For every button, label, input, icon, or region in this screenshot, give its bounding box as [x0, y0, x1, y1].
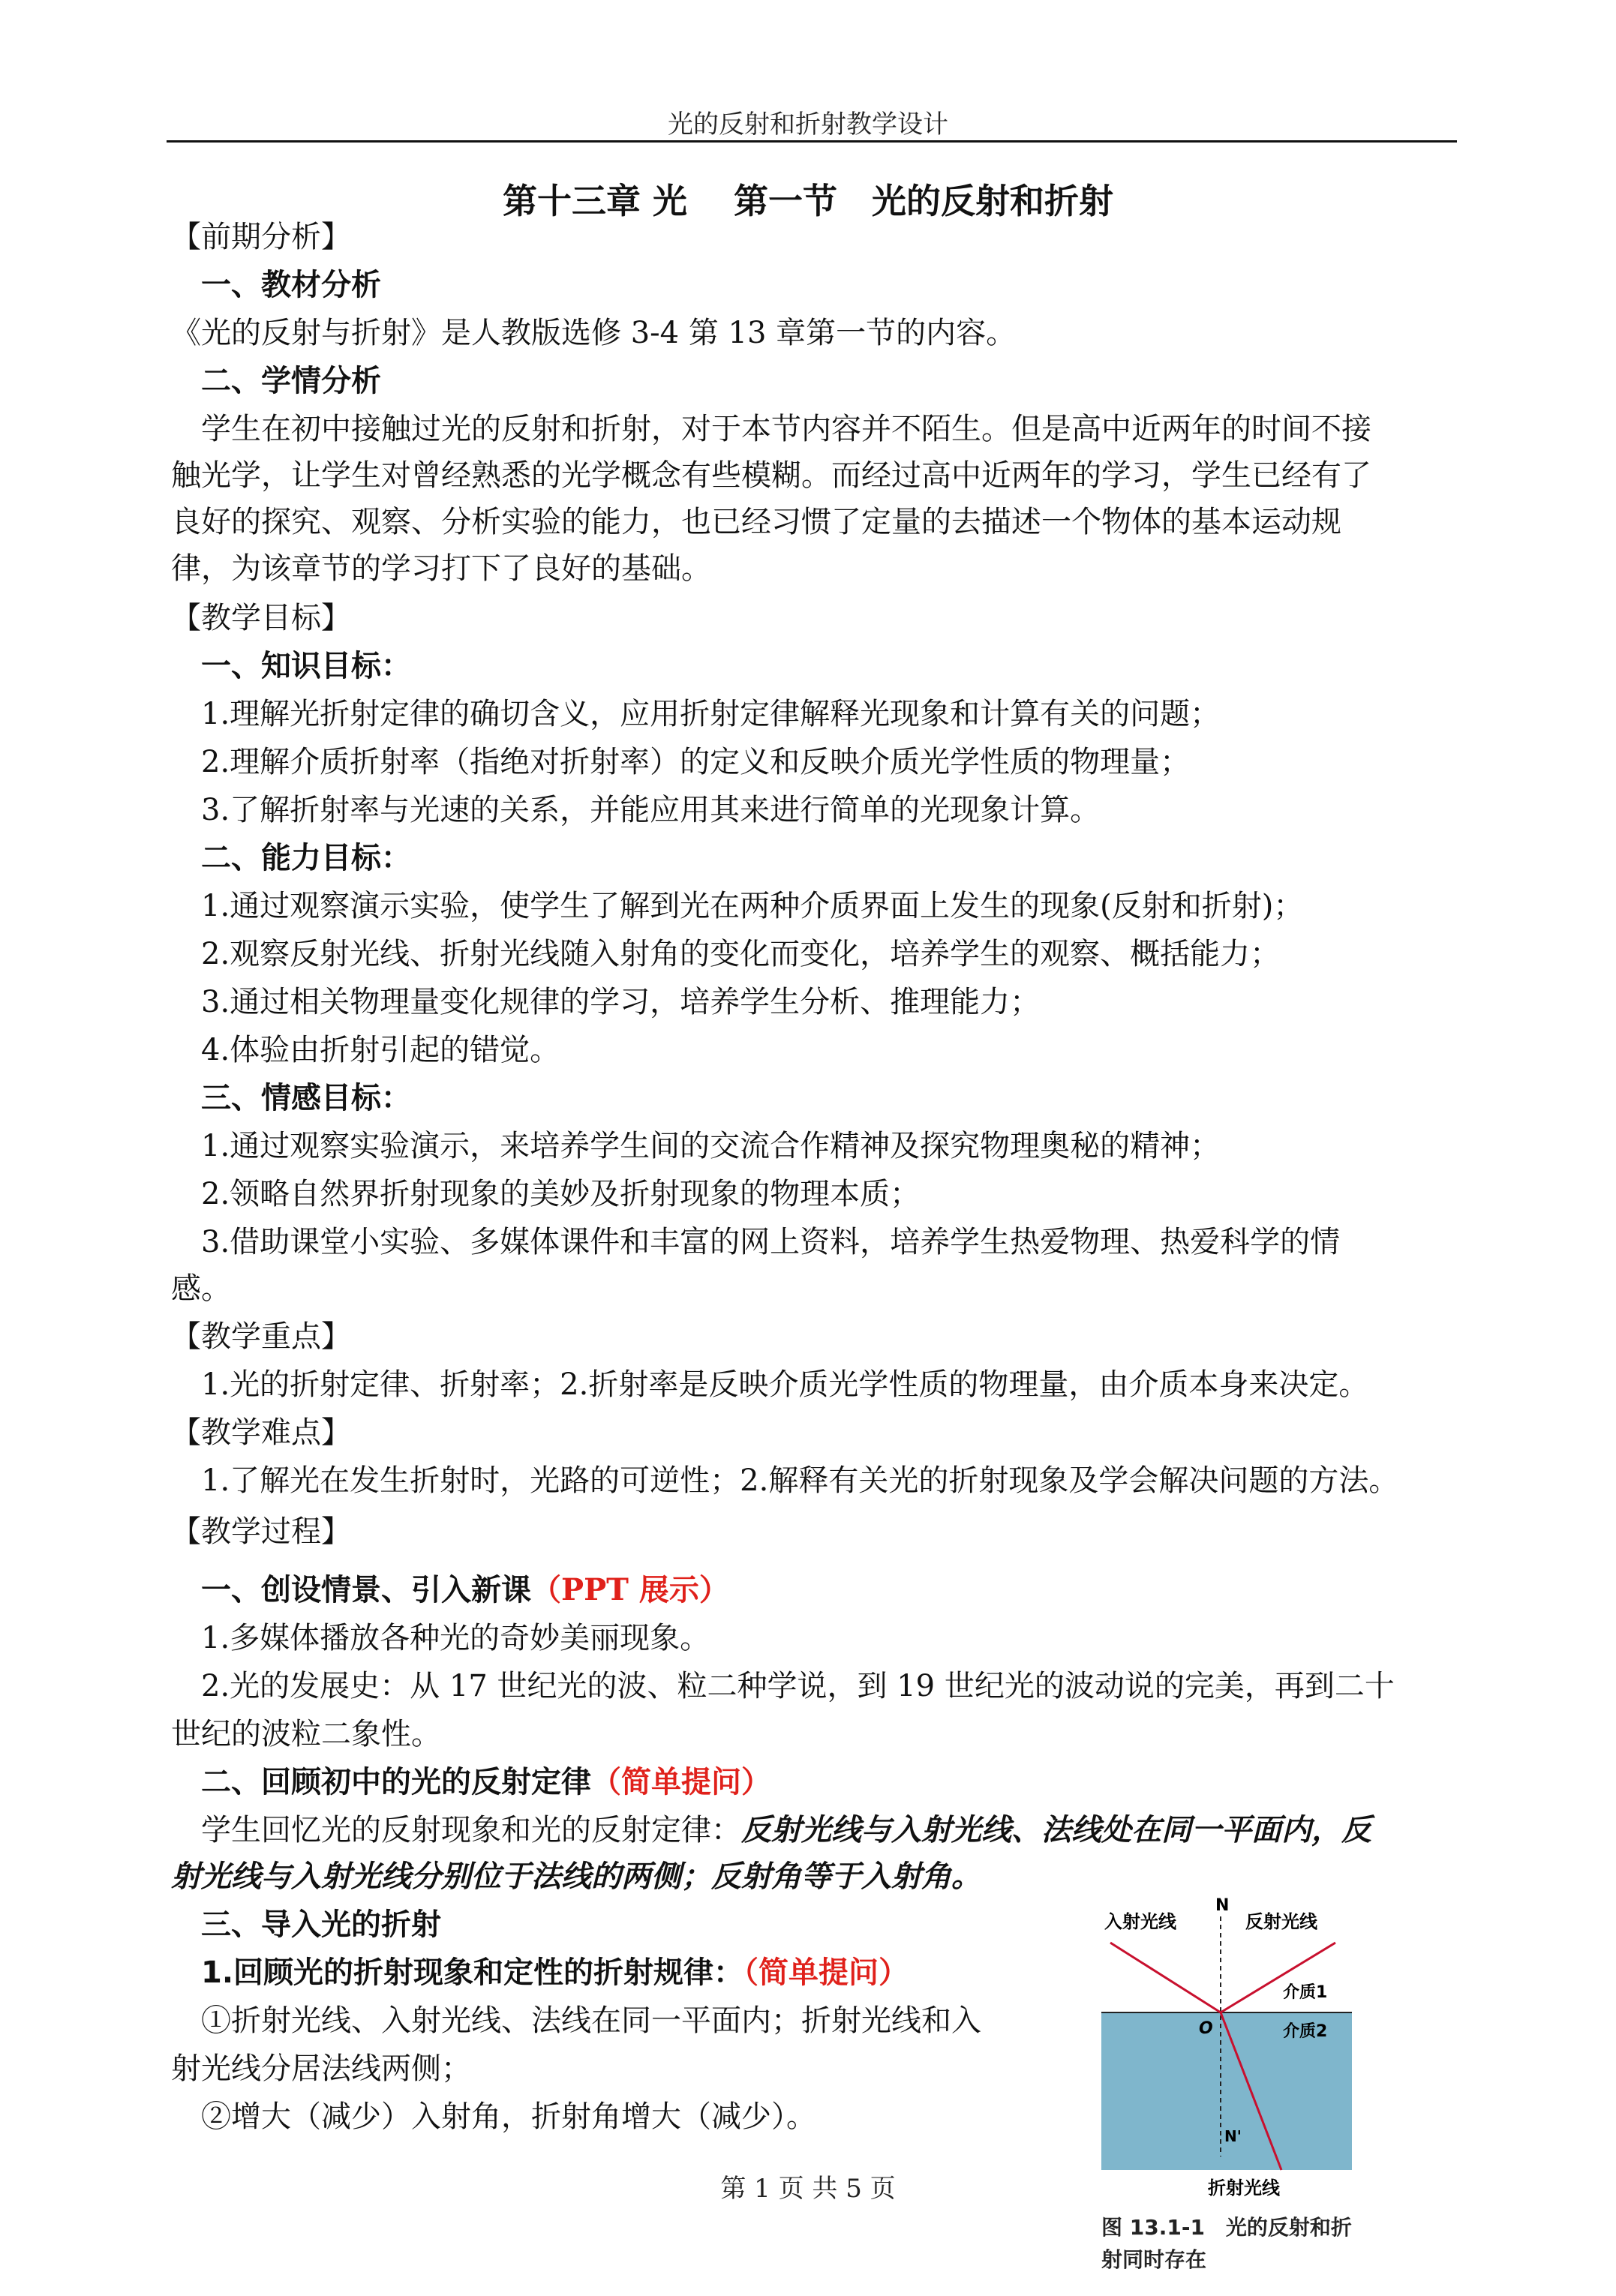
list-item: 1.通过观察实验演示，来培养学生间的交流合作精神及探究物理奥秘的精神； — [201, 1129, 1221, 1163]
question-note: （简单提问） — [743, 1955, 909, 1990]
section-heading-difficulties: 【教学难点】 — [171, 1415, 351, 1450]
label-medium1: 介质1 — [1283, 1983, 1328, 2002]
label-n: N — [1215, 1896, 1230, 1915]
list-item: ②增大（减少）入射角，折射角增大（减少）。 — [201, 2099, 816, 2134]
list-item: 1.通过观察演示实验，使学生了解到光在两种介质界面上发生的现象(反射和折射)； — [201, 889, 1304, 923]
reflection-refraction-figure — [1095, 1886, 1358, 2209]
paragraph-line: 1.了解光在发生折射时，光路的可逆性；2.解释有关光的折射现象及学会解决问题的方法。 — [201, 1463, 1399, 1498]
section-heading-objectives: 【教学目标】 — [171, 601, 351, 635]
paragraph-line: 射光线分居法线两侧； — [171, 2051, 471, 2086]
figure-caption-line: 图 13.1-1 光的反射和折 — [1101, 2215, 1352, 2240]
list-item: 2.光的发展史：从 17 世纪光的波、粒二种学说，到 19 世纪光的波动说的完美，再到二十 — [201, 1669, 1395, 1703]
paragraph-line: 1.光的折射定律、折射率；2.折射率是反映介质光学性质的物理量，由介质本身来决定。 — [201, 1367, 1369, 1402]
section-heading-process: 【教学过程】 — [171, 1514, 351, 1549]
page-header: 光的反射和折射教学设计 — [668, 110, 948, 140]
subheading-students: 二、学情分析 — [201, 364, 381, 398]
list-item: 2.理解介质折射率（指绝对折射率）的定义和反映介质光学性质的物理量； — [201, 745, 1191, 779]
label-refracted: 折射光线 — [1208, 2177, 1280, 2198]
list-item: 3.通过相关物理量变化规律的学习，培养学生分析、推理能力； — [201, 985, 1041, 1019]
list-item: 1.多媒体播放各种光的奇妙美丽现象。 — [201, 1621, 710, 1655]
document-title: 第十三章 光 第一节 光的反射和折射 — [502, 181, 1114, 221]
label-reflected: 反射光线 — [1245, 1911, 1317, 1932]
paragraph-line: 《光的反射与折射》是人教版选修 3-4 第 13 章第一节的内容。 — [171, 316, 1017, 350]
paragraph-line: 学生在初中接触过光的反射和折射，对于本节内容并不陌生。但是高中近两年的时间不接 — [201, 412, 1371, 446]
section-heading-key-points: 【教学重点】 — [171, 1319, 351, 1354]
subheading-reflection — [201, 1764, 771, 1800]
subheading-knowledge: 一、知识目标： — [201, 649, 411, 683]
question-note: （简单提问） — [591, 1764, 771, 1799]
header-rule — [167, 140, 1457, 143]
subheading-refraction: 三、导入光的折射 — [201, 1907, 441, 1942]
list-item: ①折射光线、入射光线、法线在同一平面内；折射光线和入 — [201, 2003, 981, 2038]
subheading-ability: 二、能力目标： — [201, 841, 411, 875]
list-item: 1.理解光折射定律的确切含义，应用折射定律解释光现象和计算有关的问题； — [201, 697, 1221, 731]
subheading-reflection-text: 二、回顾初中的光的反射定律 — [201, 1765, 591, 1799]
figure-caption — [1101, 2211, 1352, 2276]
paragraph-text: 学生回忆光的反射现象和光的反射定律： — [201, 1813, 741, 1847]
subheading-intro — [201, 1572, 729, 1608]
subheading-refraction-rules — [201, 1955, 909, 1991]
paragraph-line — [201, 1812, 1371, 1848]
label-medium2: 介质2 — [1283, 2022, 1328, 2041]
ppt-note: （PPT 展示） — [531, 1572, 729, 1607]
subheading-intro-text: 一、创设情景、引入新课 — [201, 1573, 531, 1607]
list-item: 2.观察反射光线、折射光线随入射角的变化而变化，培养学生的观察、概括能力； — [201, 937, 1281, 971]
reflection-law-text: 射光线与入射光线分别位于法线的两侧；反射角等于入射角。 — [171, 1859, 981, 1894]
figure-caption-line: 射同时存在 — [1101, 2247, 1207, 2273]
list-item: 4.体验由折射引起的错觉。 — [201, 1033, 560, 1067]
paragraph-line: 感。 — [171, 1271, 231, 1306]
subheading-emotion: 三、情感目标： — [201, 1081, 411, 1115]
label-incident: 入射光线 — [1104, 1911, 1176, 1932]
label-o: O — [1199, 2019, 1213, 2038]
subheading-textbook: 一、教材分析 — [201, 268, 381, 302]
label-n-prime: N' — [1224, 2127, 1242, 2145]
paragraph-line: 律，为该章节的学习打下了良好的基础。 — [171, 551, 711, 586]
list-item: 3.借助课堂小实验、多媒体课件和丰富的网上资料，培养学生热爱物理、热爱科学的情 — [201, 1225, 1341, 1259]
list-item: 3.了解折射率与光速的关系，并能应用其来进行简单的光现象计算。 — [201, 793, 1101, 827]
subheading-refraction-rules-text: 1.回顾光的折射现象和定性的折射规律： — [201, 1955, 744, 1990]
page-footer: 第 1 页 共 5 页 — [720, 2174, 896, 2204]
paragraph-line: 良好的探究、观察、分析实验的能力，也已经习惯了定量的去描述一个物体的基本运动规 — [171, 505, 1341, 539]
list-item: 2.领略自然界折射现象的美妙及折射现象的物理本质； — [201, 1177, 921, 1211]
reflection-law-text: 反射光线与入射光线、法线处在同一平面内，反 — [741, 1812, 1371, 1847]
paragraph-line: 触光学，让学生对曾经熟悉的光学概念有些模糊。而经过高中近两年的学习，学生已经有了 — [171, 458, 1371, 493]
paragraph-line: 世纪的波粒二象性。 — [171, 1717, 441, 1751]
section-heading-analysis: 【前期分析】 — [171, 220, 351, 254]
